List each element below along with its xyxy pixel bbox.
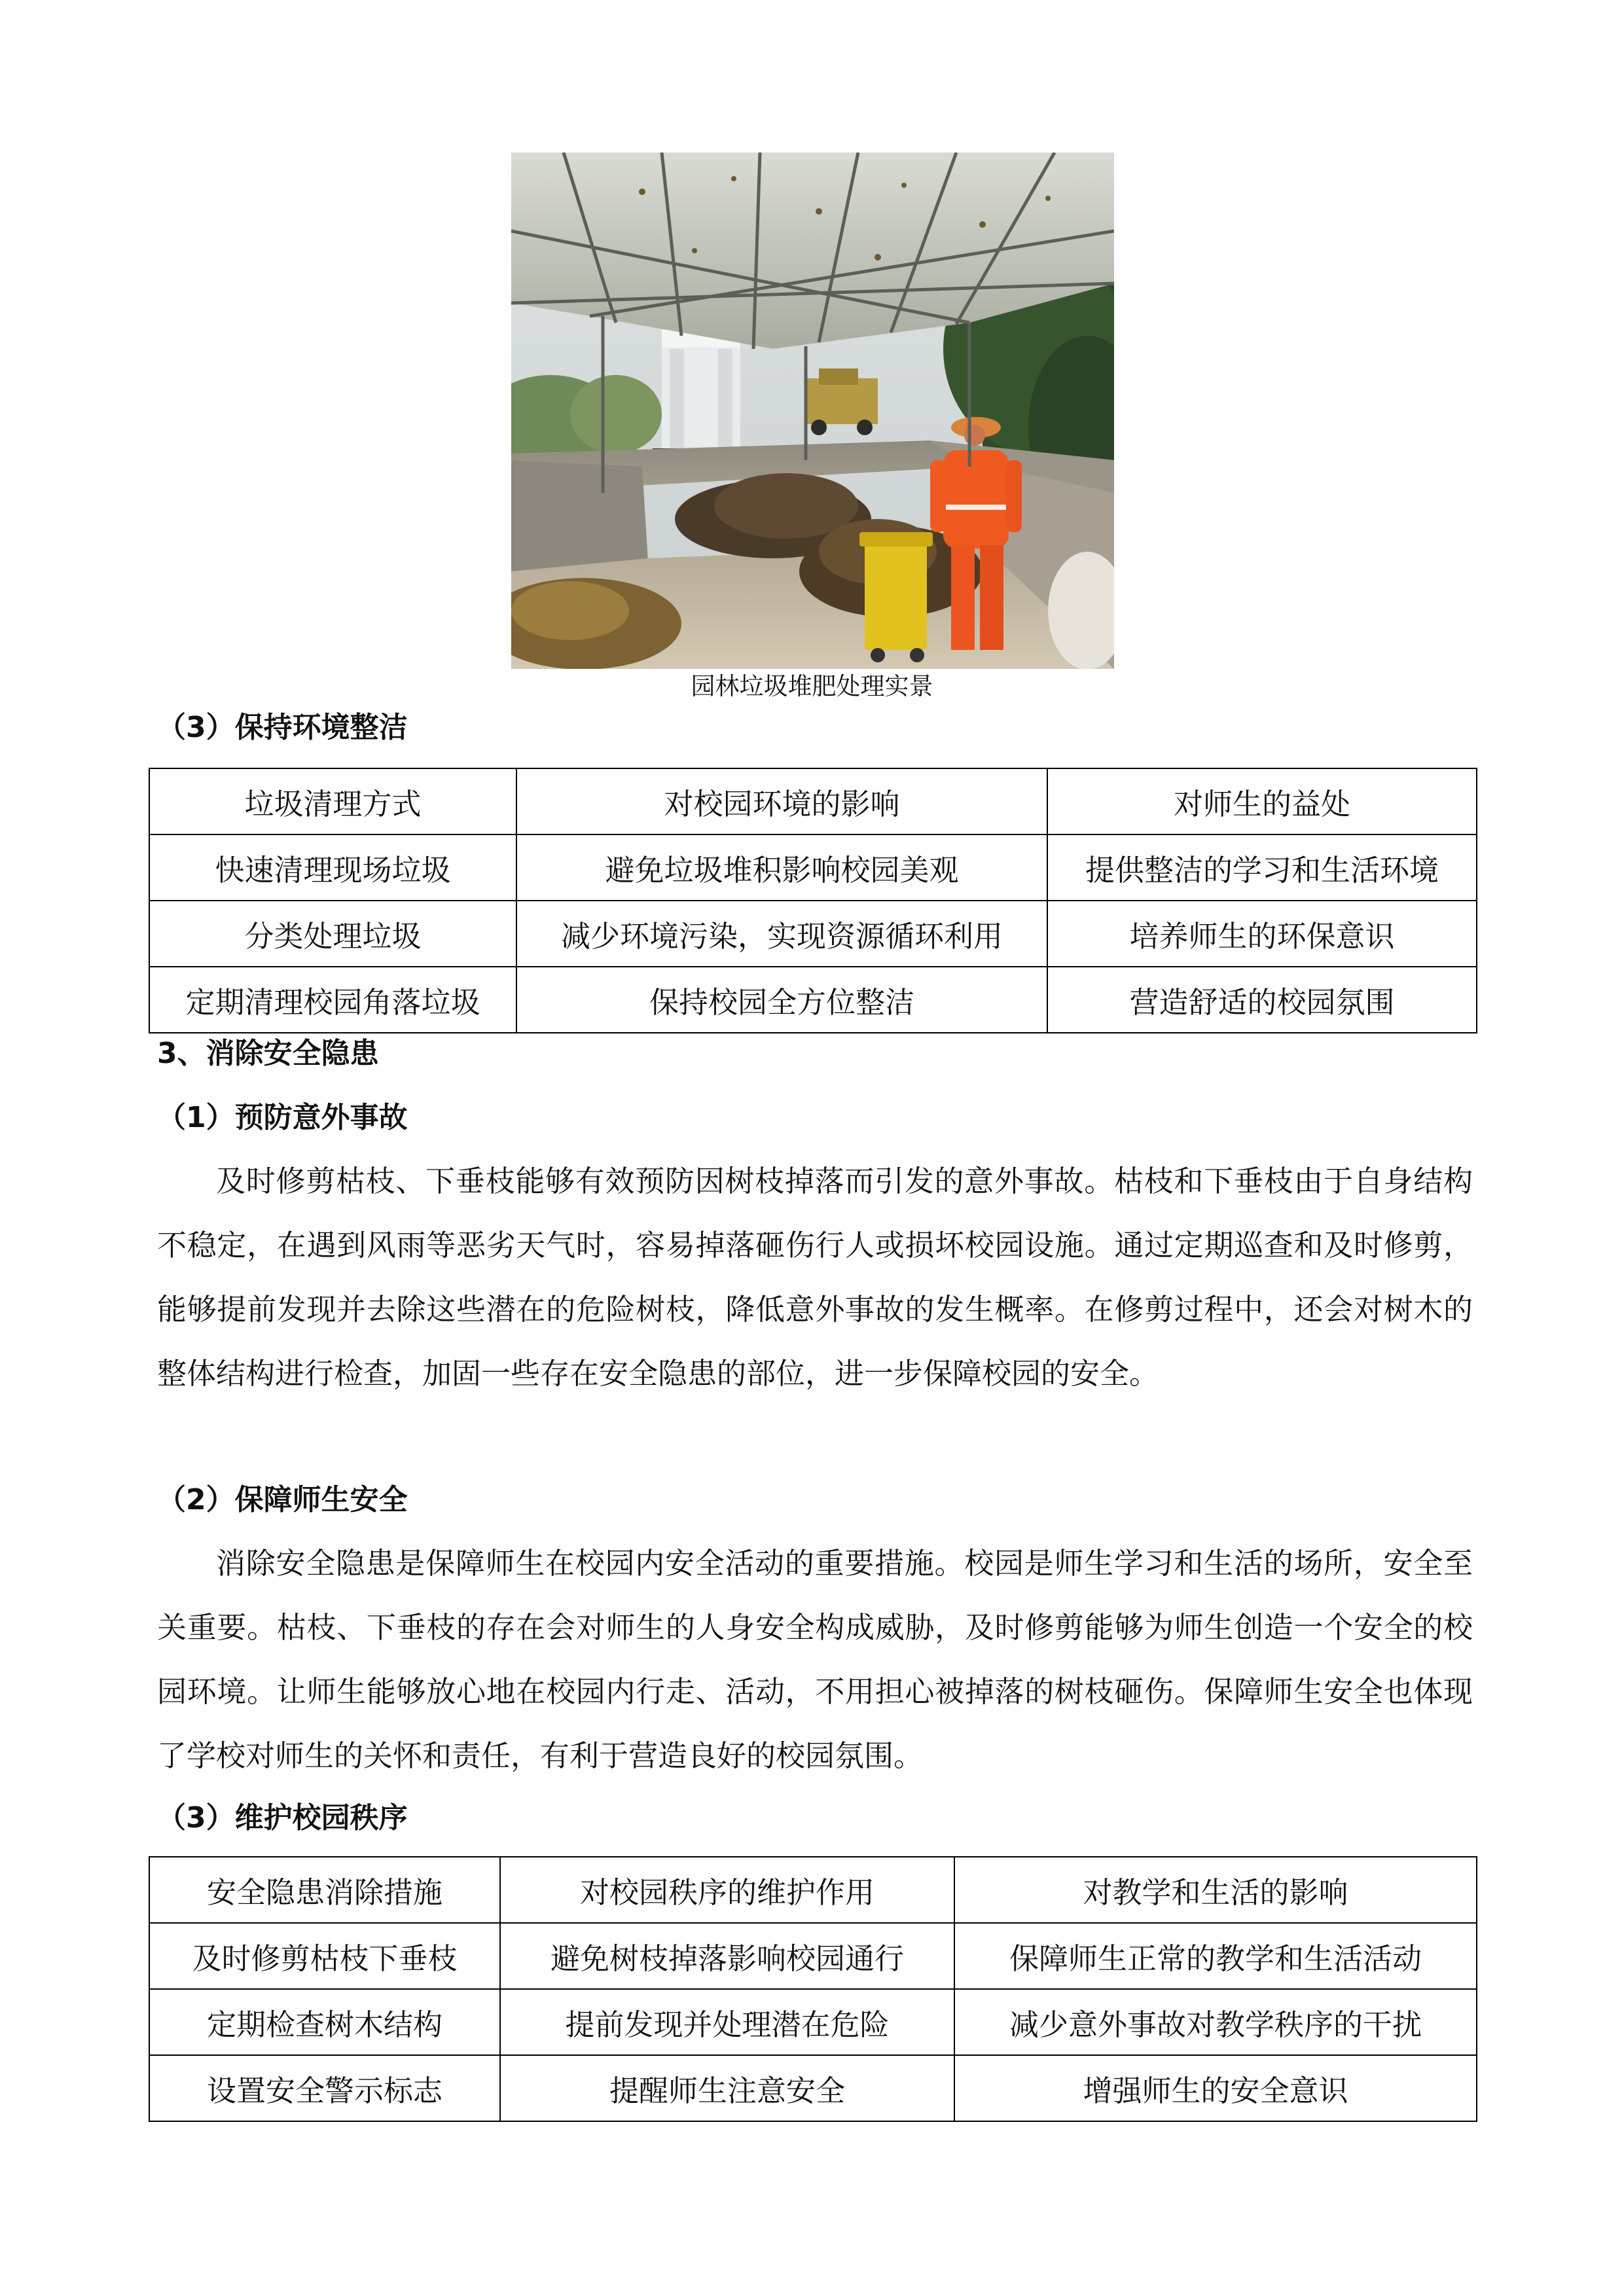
table-cell: 提醒师生注意安全 <box>500 2055 954 2121</box>
table-row <box>149 834 1477 901</box>
section-heading-keep-clean: （3）保持环境整洁 <box>157 711 408 744</box>
compost-photo <box>511 152 1114 669</box>
table-cell: 减少环境污染，实现资源循环利用 <box>516 901 1047 967</box>
table-cell: 快速清理现场垃圾 <box>149 834 516 901</box>
table-cell: 分类处理垃圾 <box>149 901 516 967</box>
table-row <box>149 1923 1477 1989</box>
subheading-prevent-accidents: （1）预防意外事故 <box>157 1101 408 1134</box>
figure-caption: 园林垃圾堆肥处理实景 <box>691 672 933 700</box>
safety-measures-table <box>149 1856 1477 2122</box>
table-header-cell: 安全隐患消除措施 <box>149 1857 500 1923</box>
table-header-row <box>149 768 1477 834</box>
table-row <box>149 967 1477 1033</box>
table-header-cell: 对校园秩序的维护作用 <box>500 1857 954 1923</box>
table-cell: 定期检查树木结构 <box>149 1989 500 2055</box>
table-cell: 培养师生的环保意识 <box>1047 901 1477 967</box>
section-heading-eliminate-hazards: 3、消除安全隐患 <box>157 1037 379 1070</box>
subheading-maintain-order: （3）维护校园秩序 <box>157 1801 408 1835</box>
table-header-cell: 垃圾清理方式 <box>149 768 516 834</box>
table-cell: 避免树枝掉落影响校园通行 <box>500 1923 954 1989</box>
subheading-ensure-safety: （2）保障师生安全 <box>157 1483 408 1516</box>
table-cell: 减少意外事故对教学秩序的干扰 <box>954 1989 1477 2055</box>
table-cell: 避免垃圾堆积影响校园美观 <box>516 834 1047 901</box>
table-header-row <box>149 1857 1477 1923</box>
table-row <box>149 901 1477 967</box>
cleanup-table <box>149 768 1477 1033</box>
table-cell: 提供整洁的学习和生活环境 <box>1047 834 1477 901</box>
table-row <box>149 1989 1477 2055</box>
compost-scene-illustration <box>511 152 1114 669</box>
table-cell: 设置安全警示标志 <box>149 2055 500 2121</box>
table-cell: 保持校园全方位整洁 <box>516 967 1047 1033</box>
table-header-cell: 对师生的益处 <box>1047 768 1477 834</box>
table-cell: 保障师生正常的教学和生活活动 <box>954 1923 1477 1989</box>
paragraph-ensure-safety: 消除安全隐患是保障师生在校园内安全活动的重要措施。校园是师生学习和生活的场所，安全至关重要。枯枝、下垂枝的存在会对师生的人身安全构成威胁，及时修剪能够为师生创造一个安全的校园环境。让师生能够放心地在校园内行走、活动，不用担心被掉落的树枝砸伤。保障师生安全也体现了学校对师生的关怀和责任，有利于营造良好的校园氛围。 <box>157 1546 1473 1773</box>
table-row <box>149 2055 1477 2121</box>
table-header-cell: 对教学和生活的影响 <box>954 1857 1477 1923</box>
paragraph-prevent-accidents: 及时修剪枯枝、下垂枝能够有效预防因树枝掉落而引发的意外事故。枯枝和下垂枝由于自身结构不稳定，在遇到风雨等恶劣天气时，容易掉落砸伤行人或损坏校园设施。通过定期巡查和及时修剪，能够提前发现并去除这些潜在的危险树枝，降低意外事故的发生概率。在修剪过程中，还会对树木的整体结构进行检查，加固一些存在安全隐患的部位，进一步保障校园的安全。 <box>157 1164 1473 1391</box>
table-header-cell: 对校园环境的影响 <box>516 768 1047 834</box>
table-cell: 增强师生的安全意识 <box>954 2055 1477 2121</box>
table-cell: 提前发现并处理潜在危险 <box>500 1989 954 2055</box>
table-cell: 及时修剪枯枝下垂枝 <box>149 1923 500 1989</box>
table-cell: 定期清理校园角落垃圾 <box>149 967 516 1033</box>
table-cell: 营造舒适的校园氛围 <box>1047 967 1477 1033</box>
